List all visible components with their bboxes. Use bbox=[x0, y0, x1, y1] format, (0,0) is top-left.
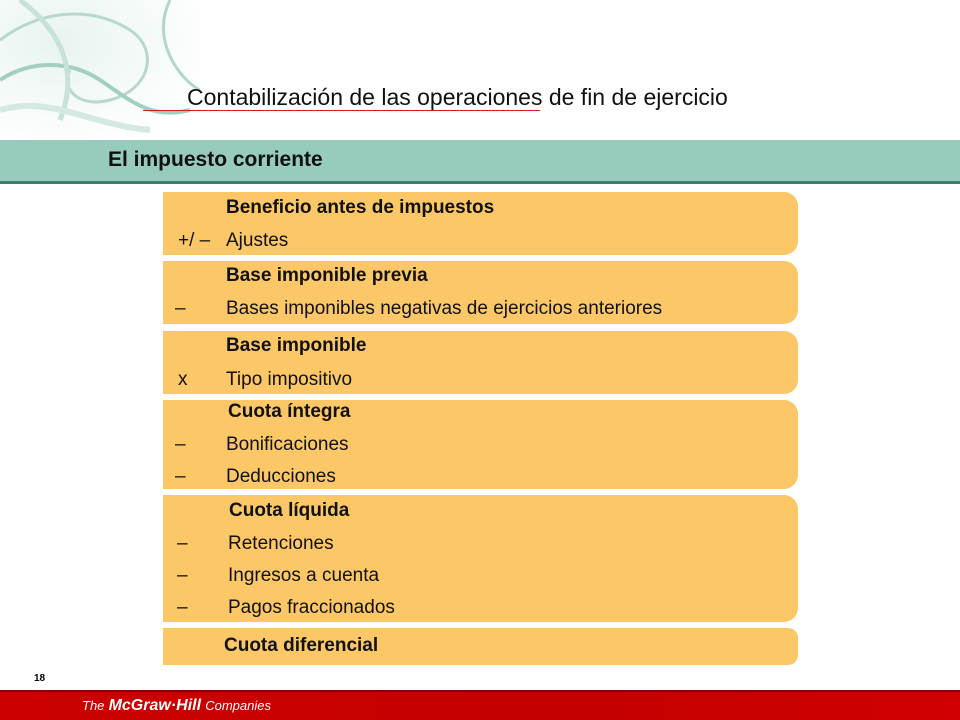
logo-brand: McGraw·Hill bbox=[108, 697, 202, 714]
block-heading: Base imponible bbox=[226, 335, 367, 356]
row-label: Deducciones bbox=[226, 466, 336, 487]
row-label: Ingresos a cuenta bbox=[228, 565, 380, 586]
row-operator: x bbox=[178, 369, 188, 390]
block-heading: Base imponible previa bbox=[226, 265, 428, 286]
row-operator: – bbox=[177, 533, 188, 554]
row-operator: – bbox=[175, 298, 186, 319]
row-label: Bonificaciones bbox=[226, 434, 349, 455]
row-label: Tipo impositivo bbox=[226, 369, 353, 390]
page-number: 18 bbox=[34, 673, 46, 684]
block-heading: Beneficio antes de impuestos bbox=[226, 197, 495, 218]
row-operator: – bbox=[175, 434, 186, 455]
row-operator: – bbox=[175, 466, 186, 487]
section-band-divider bbox=[0, 181, 960, 184]
block-heading: Cuota diferencial bbox=[224, 635, 379, 656]
logo-the: The bbox=[82, 698, 105, 713]
row-operator: +/ – bbox=[178, 230, 211, 251]
block-heading: Cuota íntegra bbox=[228, 401, 351, 422]
section-subtitle: El impuesto corriente bbox=[108, 148, 323, 171]
row-label: Pagos fraccionados bbox=[228, 597, 395, 618]
row-label: Retenciones bbox=[228, 533, 334, 554]
row-operator: – bbox=[177, 597, 188, 618]
title-underline bbox=[143, 110, 540, 111]
row-label: Bases imponibles negativas de ejercicios anteriores bbox=[226, 298, 663, 319]
row-label: Ajustes bbox=[226, 230, 289, 251]
block-heading: Cuota líquida bbox=[229, 500, 350, 521]
row-operator: – bbox=[177, 565, 188, 586]
logo-companies: Companies bbox=[205, 698, 271, 713]
publisher-logo bbox=[82, 697, 271, 715]
page-title: Contabilización de las operaciones de fin de ejercicio bbox=[187, 84, 728, 110]
decorative-swirl-graphic bbox=[0, 0, 200, 140]
